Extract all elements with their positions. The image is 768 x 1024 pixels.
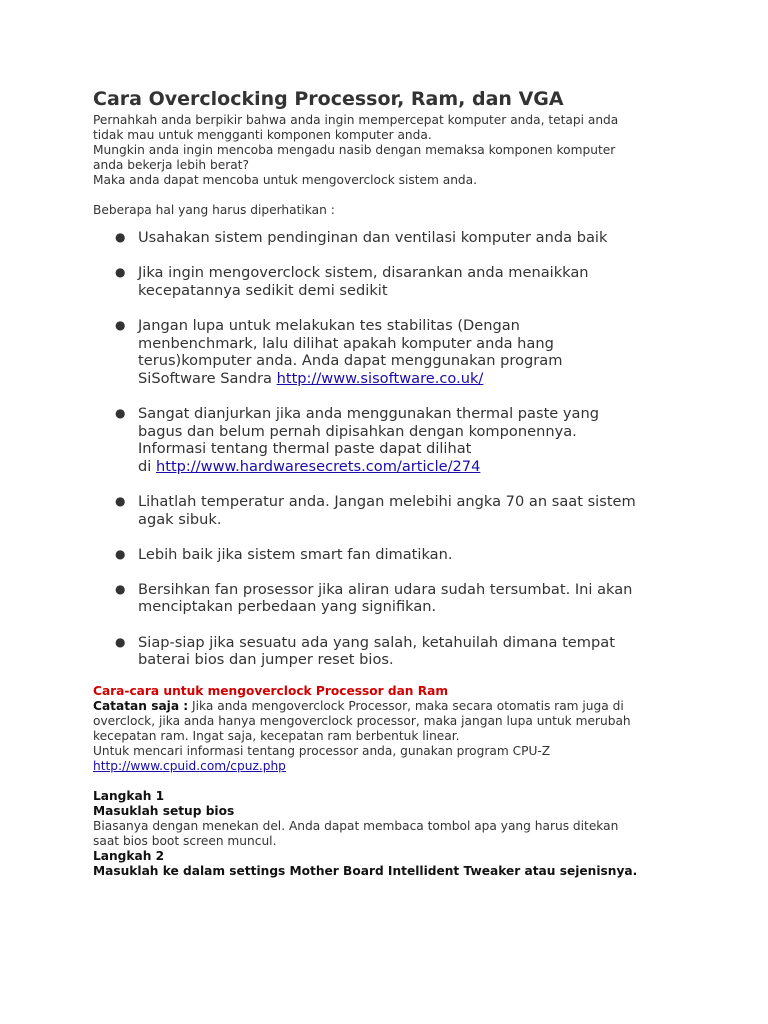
intro-line: Pernahkah anda berpikir bahwa anda ingin mempercepat komputer anda, tetapi anda	[93, 113, 619, 127]
list-item-line: menciptakan perbedaan yang signifikan.	[138, 598, 437, 616]
step-1-title: Masuklah setup bios	[93, 804, 235, 819]
list-item-line: agak sibuk.	[138, 510, 222, 528]
notice-heading: Beberapa hal yang harus diperhatikan :	[93, 203, 335, 217]
spacer	[93, 774, 683, 789]
list-item-line: Bersihkan fan prosessor jika aliran udara sudah tersumbat. Ini akan	[138, 580, 633, 598]
list-item-line: Usahakan sistem pendinginan dan ventilasi komputer anda baik	[138, 229, 608, 246]
page-title: Cara Overclocking Processor, Ram, dan VGA	[93, 88, 564, 110]
cpuz-line	[93, 759, 683, 774]
hardwaresecrets-link[interactable]: http://www.hardwaresecrets.com/article/274	[155, 457, 481, 475]
document-page	[93, 86, 683, 879]
list-item-line: bagus dan belum pernah dipisahkan dengan komponennya.	[138, 422, 577, 440]
list-item-line: menbenchmark, lalu dilihat apakah komputer anda hang	[138, 334, 554, 352]
note-line	[93, 699, 683, 714]
intro-paragraph	[93, 113, 683, 188]
list-item-line: Jangan lupa untuk melakukan tes stabilitas (Dengan	[138, 316, 520, 334]
note-line: Untuk mencari informasi tentang processor anda, gunakan program CPU-Z	[93, 744, 551, 759]
list-item	[93, 634, 683, 669]
list-item-line: SiSoftware Sandra	[138, 369, 277, 387]
list-item-line: Lebih baik jika sistem smart fan dimatikan.	[138, 545, 453, 563]
list-item	[93, 264, 683, 299]
bullet-icon: ●	[115, 493, 126, 508]
bullet-icon: ●	[115, 405, 126, 420]
sisoftware-link[interactable]: http://www.sisoftware.co.uk/	[276, 369, 484, 387]
step-1-line: Biasanya dengan menekan del. Anda dapat membaca tombol apa yang harus ditekan	[93, 819, 619, 834]
section-title: Cara-cara untuk mengoverclock Processor dan Ram	[93, 684, 449, 699]
list-item-line: terus)komputer anda. Anda dapat menggunakan program	[138, 352, 563, 370]
list-item	[93, 405, 683, 475]
intro-line: tidak mau untuk mengganti komponen komputer anda.	[93, 128, 432, 142]
intro-line: anda bekerja lebih berat?	[93, 158, 249, 172]
list-item-line: di	[138, 457, 156, 475]
list-item-line: kecepatannya sedikit demi sedikit	[138, 281, 388, 299]
bullet-icon: ●	[115, 546, 126, 561]
list-item	[93, 546, 683, 564]
note-line: overclock, jika anda hanya mengoverclock processor, maka jangan lupa untuk merubah	[93, 714, 631, 729]
bullet-icon: ●	[115, 230, 126, 244]
note-text: Jika anda mengoverclock Processor, maka secara otomatis ram juga di	[188, 699, 624, 714]
tips-list	[93, 229, 683, 669]
intro-line: Maka anda dapat mencoba untuk mengoverclock sistem anda.	[93, 173, 478, 187]
cpuz-link[interactable]: http://www.cpuid.com/cpuz.php	[93, 759, 286, 774]
list-item-line: Siap-siap jika sesuatu ada yang salah, ketahuilah dimana tempat	[138, 633, 615, 651]
step-1-label: Langkah 1	[93, 789, 165, 804]
bullet-icon: ●	[115, 265, 126, 280]
list-item	[93, 317, 683, 387]
bullet-icon: ●	[115, 581, 126, 596]
note-line: kecepatan ram. Ingat saja, kecepatan ram berbentuk linear.	[93, 729, 460, 744]
list-item-line: Jika ingin mengoverclock sistem, disarankan anda menaikkan	[138, 264, 589, 282]
step-1-line: saat bios boot screen muncul.	[93, 834, 277, 849]
bullet-icon: ●	[115, 317, 126, 332]
list-item-line: Sangat dianjurkan jika anda menggunakan thermal paste yang	[138, 404, 600, 422]
overclock-section	[93, 684, 683, 879]
spacer	[93, 188, 683, 203]
list-item	[93, 493, 683, 528]
intro-line: Mungkin anda ingin mencoba mengadu nasib dengan memaksa komponen komputer	[93, 143, 616, 157]
list-item-line: Lihatlah temperatur anda. Jangan melebihi angka 70 an saat sistem	[138, 492, 636, 510]
bullet-icon: ●	[115, 634, 126, 649]
step-2-title: Masuklah ke dalam settings Mother Board Intellident Tweaker atau sejenisnya.	[93, 864, 638, 879]
list-item-line: baterai bios dan jumper reset bios.	[138, 651, 394, 669]
step-2-label: Langkah 2	[93, 849, 165, 864]
note-label: Catatan saja :	[93, 699, 189, 714]
list-item	[93, 581, 683, 616]
list-item	[93, 229, 683, 247]
list-item-line: Informasi tentang thermal paste dapat dilihat	[138, 440, 472, 458]
